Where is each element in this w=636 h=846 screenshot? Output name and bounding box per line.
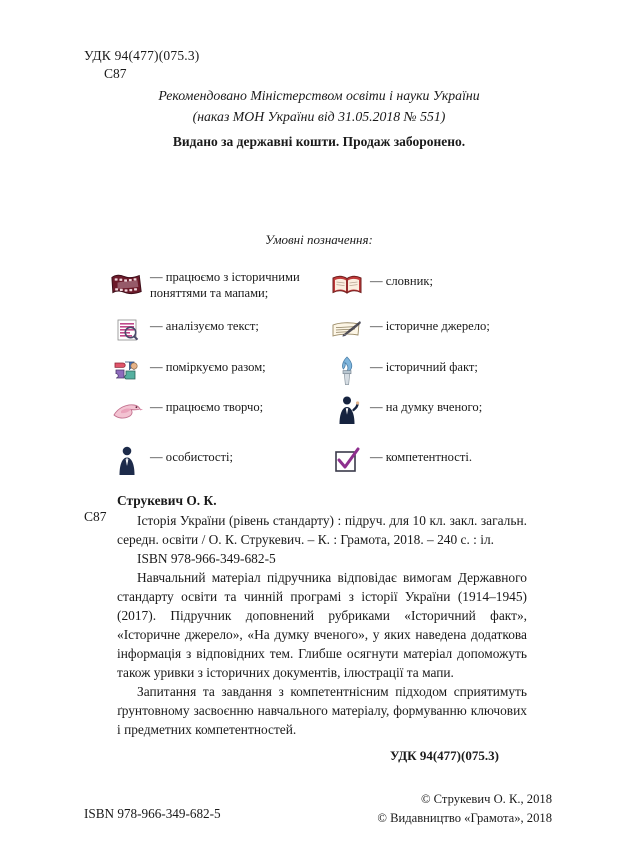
shelf-code-top: С87 xyxy=(104,66,127,81)
copyright-block xyxy=(377,790,552,828)
ministry-recommendation xyxy=(84,86,554,127)
legend-item-label: — поміркуємо разом; xyxy=(150,360,266,374)
legend-item-label: — історичне джерело; xyxy=(370,319,490,333)
legend-item xyxy=(110,268,330,316)
puzzle-people-icon xyxy=(110,354,144,388)
legend-item-label: — аналізуємо текст; xyxy=(150,319,259,333)
dove-icon xyxy=(110,394,144,428)
legend-item-label: — компетентності. xyxy=(370,450,473,464)
udk-code-top: УДК 94(477)(075.3) xyxy=(84,48,200,63)
state-funds-notice: Видано за державні кошти. Продаж заборонено. xyxy=(172,134,466,149)
legend-item-label: — працюємо з історичними поняттями та мапами; xyxy=(150,270,300,300)
text-analysis-icon xyxy=(110,313,144,347)
legend-item xyxy=(110,354,330,394)
legend-item xyxy=(110,444,330,492)
isbn-bottom: ISBN 978-966-349-682-5 xyxy=(84,806,221,821)
checkbox-tick-icon xyxy=(330,444,364,478)
legend-item xyxy=(110,394,330,440)
person-silhouette-icon xyxy=(110,444,144,478)
legend-item xyxy=(330,394,560,440)
legend-item-label: — працюємо творчо; xyxy=(150,400,264,414)
author-name: Струкевич О. К. xyxy=(117,493,217,508)
bibliography-shelf-code: С87 xyxy=(84,509,107,524)
legend-item xyxy=(330,268,560,316)
bibliographic-description: Історія України (рівень стандарту) : підруч. для 10 кл. закл. загальн. середн. освіти / О. К. Струкевич. – К. : Грамота, 2018. – 240 с. : іл. xyxy=(117,513,527,548)
bibliography-block xyxy=(117,491,527,739)
legend-item xyxy=(110,313,330,354)
recommendation-line-2: (наказ МОН України від 31.05.2018 № 551) xyxy=(192,108,446,124)
legend-column-right xyxy=(330,268,560,492)
legend-item-label: — особистості; xyxy=(150,450,234,464)
legend-item-label: — історичний факт; xyxy=(370,360,478,374)
legend-item-label: — словник; xyxy=(370,274,433,288)
legend-item xyxy=(330,444,560,492)
speaker-person-icon xyxy=(330,394,364,428)
legend-column-left xyxy=(110,268,330,492)
udk-code-bottom: УДК 94(477)(075.3) xyxy=(390,748,499,763)
film-strip-icon xyxy=(110,268,144,302)
isbn-inline: ISBN 978-966-349-682-5 xyxy=(137,551,276,567)
legend-block xyxy=(110,268,560,492)
torch-icon xyxy=(330,354,364,388)
annotation-paragraph-2: Запитання та завдання з компетентнісним підходом сприятимуть ґрунтовному засвоєнню навчального матеріалу, формуванню ключових і предметних компетентностей. xyxy=(117,684,527,738)
recommendation-line-1: Рекомендовано Міністерством освіти і науки України xyxy=(158,88,480,103)
scroll-quill-icon xyxy=(330,313,364,347)
legend-item xyxy=(330,313,560,354)
copyright-author: © Струкевич О. К., 2018 xyxy=(420,792,552,806)
annotation-paragraph-1: Навчальний матеріал підручника відповідає вимогам Державного стандарту освіти та чинній програмі з історії України (1914–1945) (2017). Підручник доповнений рубриками «Історичний факт», «Історичне джерело», «На думку вченого», у яких наведена додаткова інформація з відповідних тем. Глибше осягнути матеріал допоможуть також уривки з історичних документів, ілюстрації та мапи. xyxy=(117,570,527,681)
legend-item-label: — на думку вченого; xyxy=(370,400,483,414)
open-book-icon xyxy=(330,268,364,302)
copyright-publisher: © Видавництво «Грамота», 2018 xyxy=(377,810,552,825)
legend-title: Умовні позначення: xyxy=(265,232,373,247)
legend-item xyxy=(330,354,560,394)
